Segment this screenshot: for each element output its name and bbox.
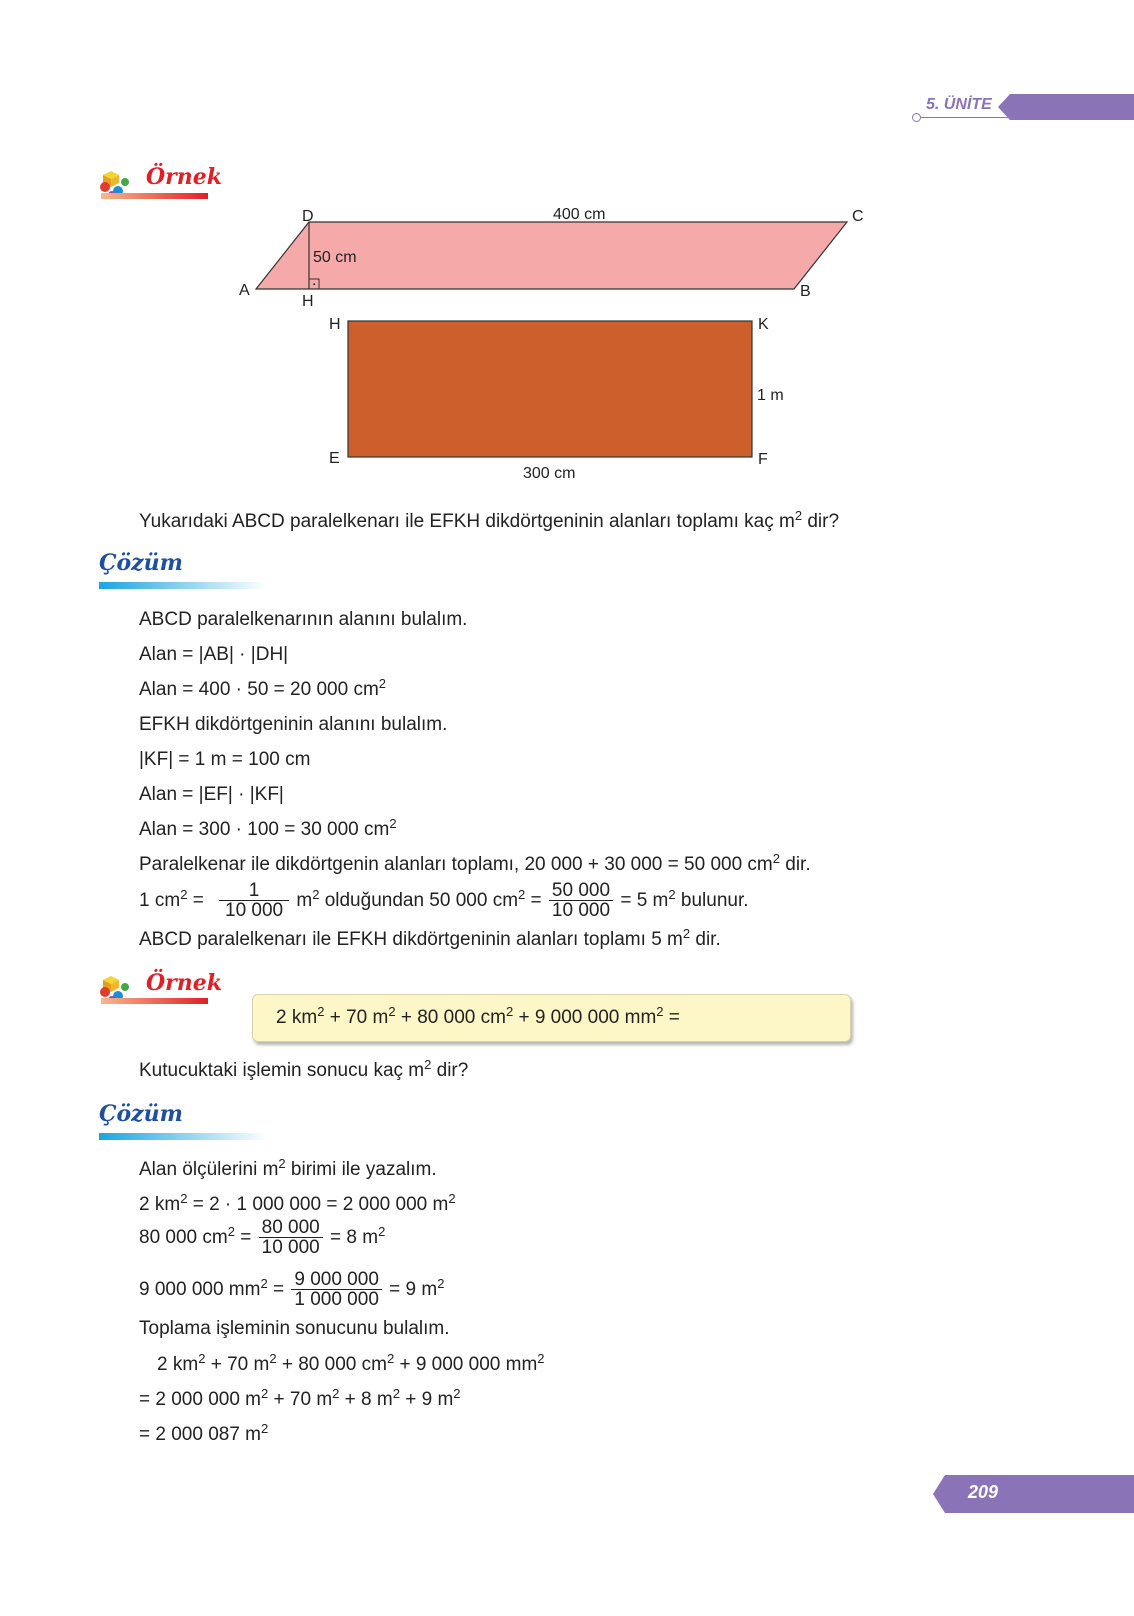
solution1-line10: ABCD paralelkenarı ile EFKH dikdörtgeninin alanları toplamı 5 $m^2$ dir.: [139, 926, 721, 950]
expression-text: 2 $km^2 + 70$ $m^2 + 80$ 000 $cm^2 + 9$ 000 000 $mm^2$ =: [276, 1004, 680, 1028]
solution2-line6: 2 $km^2 + 70$ $m^2 + 80$ 000 $cm^2 + 9$ 000 000 $mm^2$: [157, 1351, 545, 1375]
solution2-title: Çözüm: [99, 1101, 183, 1127]
solution1-line8: Paralelkenar ile dikdörtgenin alanları toplamı, 20 000 + 30 000 = 50 000 $cm^2$ dir.: [139, 851, 811, 875]
solution1-line3: Alan = 400 · 50 = 20 000 $cm^2$: [139, 676, 387, 700]
label-b: B: [800, 283, 811, 300]
label-300cm: 300 cm: [523, 465, 576, 482]
label-50cm: 50 cm: [313, 249, 357, 266]
unit-underline: [918, 117, 1010, 118]
label-h-foot: H: [302, 293, 314, 310]
example-title-bar: [101, 193, 208, 199]
fraction-1-10000: $\frac{1}{10 000}$: [219, 881, 289, 920]
solution2-title-bar: [99, 1133, 267, 1140]
label-d: D: [302, 208, 314, 225]
page-tab-notch: [933, 1475, 945, 1513]
fraction-50000-10000: $\frac{50 000}{10 000}$: [549, 881, 613, 920]
solution-title: Çözüm: [99, 550, 183, 576]
fraction-80000-10000: $\frac{80 000}{10 000}$: [259, 1218, 323, 1257]
solution1-line9: 1 $cm^2$ = $\frac{1}{10 000}$ $m^2$ olduğundan 50 000 $cm^2$ = $\frac{50 000}{10 000}$ = 5 $m^2$ bulunur.: [139, 880, 749, 922]
rectangle-efkh: [348, 321, 752, 457]
solution2-line5: Toplama işleminin sonucunu bulalım.: [139, 1318, 450, 1339]
unit-label: 5. ÜNİTE: [926, 96, 992, 113]
unit-dot: [912, 113, 921, 122]
unit-tab: [1010, 94, 1134, 120]
fraction-9000000-1000000: $\frac{9 000 000}{1 000 000}$: [291, 1270, 382, 1309]
label-1m: 1 m: [757, 387, 784, 404]
example-title: Örnek: [146, 164, 222, 190]
label-a: A: [239, 282, 250, 299]
solution2-line7: = 2 000 000 $m^2 + 70$ $m^2 + 8$ $m^2 + 9$ $m^2$: [139, 1386, 461, 1410]
solution2-line2: 2 $km^2 = 2 \cdot 1$ 000 000 = 2 000 000 $m^2$: [139, 1191, 456, 1215]
solution1-line4: EFKH dikdörtgeninin alanını bulalım.: [139, 714, 448, 735]
example2-title-bar: [101, 998, 208, 1004]
geometry-figure: [230, 205, 870, 490]
solution2-line8: = 2 000 087 $m^2$: [139, 1421, 269, 1445]
label-c: C: [852, 208, 864, 225]
label-e: E: [329, 450, 340, 467]
label-f: F: [758, 451, 768, 468]
solution2-line4: 9 000 000 $mm^2$ = $\frac{9 000 000}{1 000 000}$ = 9 $m^2$: [139, 1269, 445, 1311]
page-number: 209: [968, 1482, 999, 1502]
label-400cm: 400 cm: [553, 206, 606, 223]
solution1-line5: |KF| = 1 m = 100 cm: [139, 749, 311, 770]
question-1: Yukarıdaki ABCD paralelkenarı ile EFKH dikdörtgeninin alanları toplamı kaç $m^2$ dir?: [139, 508, 840, 532]
solution1-line7: Alan = 300 · 100 = 30 000 $cm^2$: [139, 816, 397, 840]
solution-title-bar: [99, 582, 267, 589]
solution1-line2: Alan = |AB| · |DH|: [139, 644, 289, 665]
example2-title: Örnek: [146, 970, 222, 996]
question-2: Kutucuktaki işlemin sonucu kaç $m^2$ dir?: [139, 1057, 469, 1081]
solution1-line1: ABCD paralelkenarının alanını bulalım.: [139, 609, 468, 630]
solution2-line1: Alan ölçülerini $m^2$ birimi ile yazalım.: [139, 1156, 437, 1180]
label-k: K: [758, 316, 769, 333]
solution1-line6: Alan = |EF| · |KF|: [139, 784, 284, 805]
solution2-line3: 80 000 $cm^2$ = $\frac{80 000}{10 000}$ = 8 $m^2$: [139, 1217, 386, 1259]
label-h-rect: H: [329, 316, 341, 333]
right-angle-dot: .: [312, 272, 317, 289]
